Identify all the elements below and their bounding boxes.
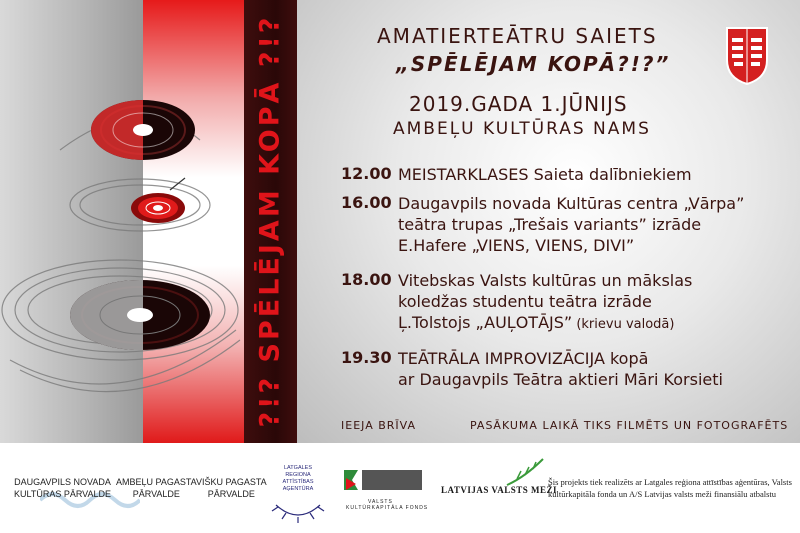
vkf-text-2: KULTŪRKAPITĀLA FONDS — [346, 505, 429, 511]
sponsor-footer — [0, 443, 800, 533]
coat-of-arms-icon — [723, 24, 771, 86]
program-time: 18.00 — [341, 270, 392, 289]
vertical-title: ?!? SPĒLĒJAM KOPĀ ?!? — [254, 14, 286, 428]
lra-text: LATGALES REGIONA ATTĪSTĪBAS AĢENTŪRA — [282, 465, 314, 492]
program-line-with-note — [398, 312, 800, 335]
event-venue: AMBEĻU KULTŪRAS NAMS — [393, 119, 651, 139]
program-line: TEĀTRĀLA IMPROVIZĀCIJA kopā — [398, 349, 649, 368]
language-note: (krievu valodā) — [572, 317, 675, 332]
filming-note: PASĀKUMA LAIKĀ TIKS FILMĒTS UN FOTOGRAFĒTS — [470, 419, 789, 432]
vkf-text-1: VALSTS — [368, 499, 393, 505]
sponsor-daugavpils-novada: DAUGAVPILS NOVADA KULTŪRAS PĀRVALDE — [14, 477, 112, 499]
program-time: 12.00 — [341, 164, 392, 183]
program-line: teātra trupas „Trešais variants” izrāde — [398, 215, 702, 234]
entry-note: IEEJA BRĪVA — [341, 419, 416, 432]
lower-disc — [70, 280, 210, 350]
lvm-text: LATVIJAS VALSTS MEŽI — [441, 485, 558, 495]
vinyl-art — [0, 0, 244, 443]
program-line: Ļ.Tolstojs „AUĻOTĀJS” — [398, 313, 573, 332]
sponsor-ambelu-pagasts: AMBEĻU PAGASTA PĀRVALDE — [116, 477, 197, 499]
event-title: „SPĒLĒJAM KOPĀ?!?” — [396, 52, 671, 76]
program-line: MEISTARKLASES Saieta dalībniekiem — [398, 165, 692, 184]
upper-disc — [91, 100, 195, 160]
program-line: Daugavpils novada Kultūras centra „Vārpa” — [398, 194, 745, 213]
program-line: E.Hafere „VIENS, VIENS, DIVI” — [398, 236, 635, 255]
program-line: koledžas studentu teātra izrāde — [398, 292, 652, 311]
org-title: AMATIERTEĀTRU SAIETS — [377, 24, 658, 48]
program-line: Vitebskas Valsts kultūras un mākslas — [398, 271, 693, 290]
program-time: 16.00 — [341, 193, 392, 212]
program-line: ar Daugavpils Teātra aktieri Māri Korsieti — [398, 370, 723, 389]
program-time: 19.30 — [341, 348, 392, 367]
lvm-leaf-icon — [505, 457, 545, 487]
funding-text: Šis projekts tiek realizēts ar Latgales reģiona attīstības aģentūras, Valsts kultūrkapitāla fonda un A/S Latvijas valsts meži finansiālu atbalstu — [548, 477, 792, 499]
sponsor-visku-pagasts: VIŠKU PAGASTA PĀRVALDE — [196, 477, 267, 499]
event-date: 2019.GADA 1.JŪNIJS — [409, 92, 628, 116]
